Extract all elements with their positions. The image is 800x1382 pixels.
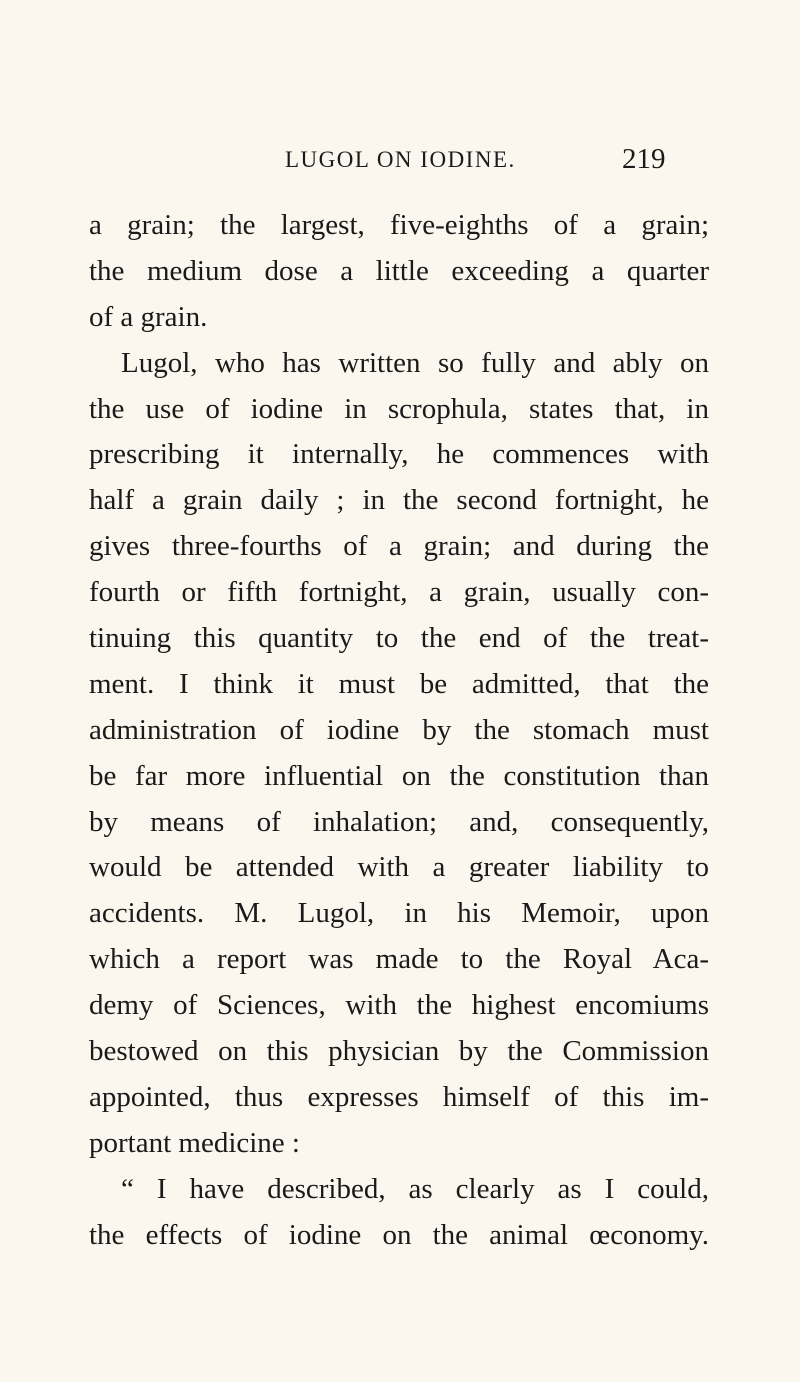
text-line: gives three-fourths of a grain; and during the — [89, 530, 709, 563]
text-line: the medium dose a little exceeding a quarter — [89, 254, 709, 287]
text-line: the effects of iodine on the animal œconomy. — [89, 1218, 709, 1251]
text-line: by means of inhalation; and, consequently, — [89, 805, 709, 838]
text-line: half a grain daily ; in the second fortnight, he — [89, 484, 709, 517]
text-line: prescribing it internally, he commences with — [89, 438, 709, 471]
text-line: tinuing this quantity to the end of the treat- — [89, 622, 709, 655]
text-line: Lugol, who has written so fully and ably on — [121, 346, 709, 379]
text-line: bestowed on this physician by the Commission — [89, 1035, 709, 1068]
text-line: portant medicine : — [89, 1126, 300, 1159]
page-number: 219 — [622, 143, 666, 175]
text-line: appointed, thus expresses himself of this im- — [89, 1080, 709, 1113]
text-line: which a report was made to the Royal Aca- — [89, 943, 709, 976]
text-line: ment. I think it must be admitted, that the — [89, 667, 709, 700]
running-head — [0, 143, 800, 183]
text-line: a grain; the largest, five-eighths of a grain; — [89, 209, 709, 241]
text-line: fourth or fifth fortnight, a grain, usually con- — [89, 576, 709, 609]
text-line: be far more influential on the constitution than — [89, 759, 709, 792]
body-text — [89, 203, 709, 1258]
text-line: accidents. M. Lugol, in his Memoir, upon — [89, 897, 709, 930]
text-line: administration of iodine by the stomach must — [89, 713, 709, 746]
text-line: of a grain. — [89, 300, 208, 333]
text-line: “ I have described, as clearly as I could, — [121, 1172, 709, 1205]
running-title: LUGOL ON IODINE. — [285, 147, 516, 172]
text-line: demy of Sciences, with the highest encomiums — [89, 989, 709, 1022]
text-line: the use of iodine in scrophula, states that, in — [89, 392, 709, 425]
text-line: would be attended with a greater liability to — [89, 851, 709, 884]
